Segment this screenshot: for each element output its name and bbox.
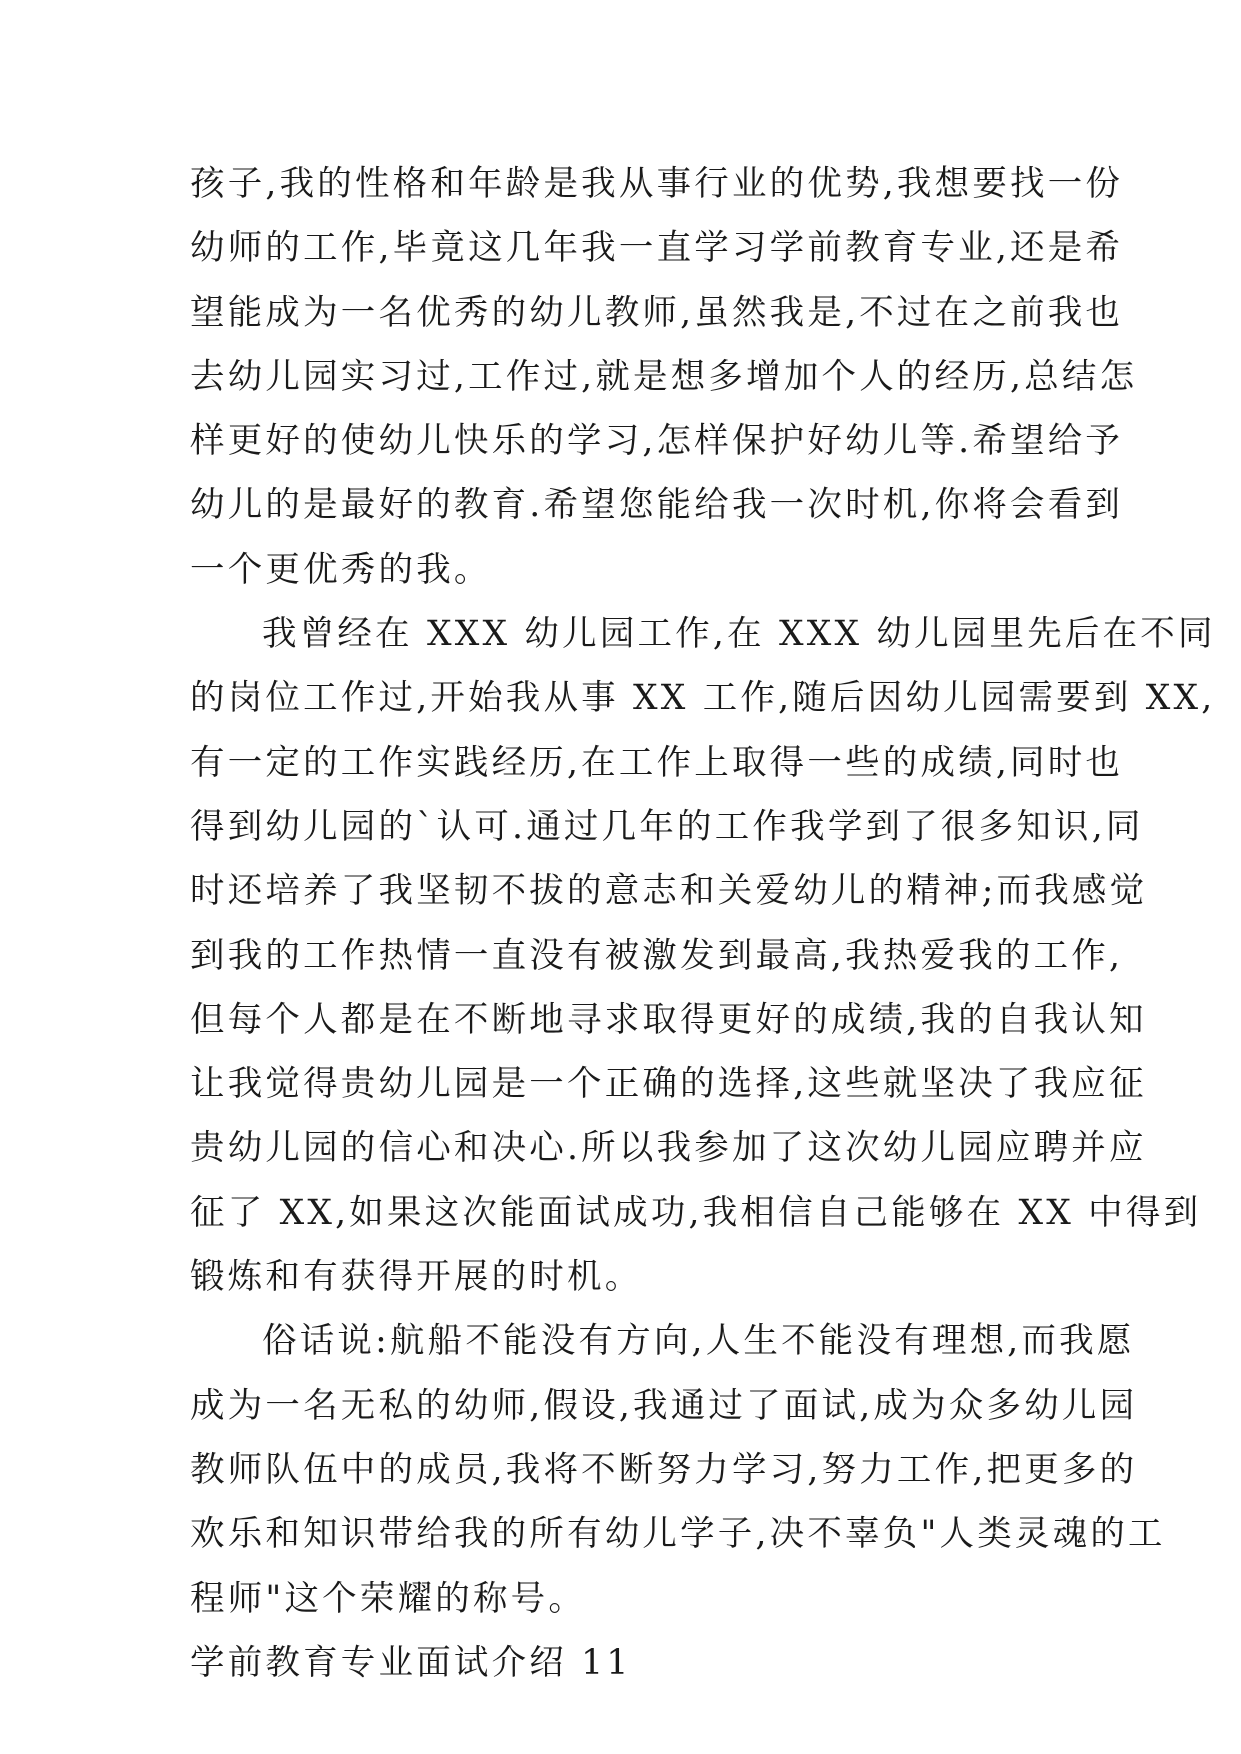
text-line: 教师队伍中的成员,我将不断努力学习,努力工作,把更多的 (190, 1449, 1138, 1490)
paragraph-first-line: 俗话说:航船不能没有方向,人生不能没有理想,而我愿 (262, 1321, 1135, 1362)
text-line: 望能成为一名优秀的幼儿教师,虽然我是,不过在之前我也 (190, 292, 1124, 333)
text-line: 样更好的使幼儿快乐的学习,怎样保护好幼儿等.希望给予 (190, 421, 1124, 462)
text-line: 得到幼儿园的`认可.通过几年的工作我学到了很多知识,同 (190, 806, 1144, 847)
text-line: 欢乐和知识带给我的所有幼儿学子,决不辜负"人类灵魂的工 (190, 1514, 1166, 1555)
text-line: 幼师的工作,毕竟这几年我一直学习学前教育专业,还是希 (190, 228, 1124, 269)
text-line: 时还培养了我坚韧不拔的意志和关爱幼儿的精神;而我感觉 (190, 871, 1148, 912)
text-line: 但每个人都是在不断地寻求取得更好的成绩,我的自我认知 (190, 999, 1147, 1040)
text-line: 程师"这个荣耀的称号。 (190, 1578, 587, 1619)
text-line: 征了 XX,如果这次能面试成功,我相信自己能够在 XX 中得到 (190, 1192, 1202, 1233)
text-line: 幼儿的是最好的教育.希望您能给我一次时机,你将会看到 (190, 485, 1124, 526)
section-heading: 学前教育专业面试介绍 11 (190, 1642, 632, 1683)
text-line: 让我觉得贵幼儿园是一个正确的选择,这些就坚决了我应征 (190, 1064, 1147, 1105)
text-line: 锻炼和有获得开展的时机。 (190, 1257, 643, 1298)
text-line: 孩子,我的性格和年龄是我从事行业的优势,我想要找一份 (190, 164, 1124, 204)
text-line: 有一定的工作实践经历,在工作上取得一些的成绩,同时也 (190, 742, 1124, 783)
text-line: 贵幼儿园的信心和决心.所以我参加了这次幼儿园应聘并应 (190, 1128, 1147, 1169)
text-line: 一个更优秀的我。 (190, 549, 492, 590)
text-line: 成为一名无私的幼师,假设,我通过了面试,成为众多幼儿园 (190, 1385, 1138, 1426)
text-line: 到我的工作热情一直没有被激发到最高,我热爱我的工作, (190, 935, 1124, 976)
text-line: 的岗位工作过,开始我从事 XX 工作,随后因幼儿园需要到 XX, (190, 678, 1216, 719)
paragraph-first-line: 我曾经在 XXX 幼儿园工作,在 XXX 幼儿园里先后在不同 (262, 614, 1216, 655)
text-line: 去幼儿园实习过,工作过,就是想多增加个人的经历,总结怎 (190, 356, 1138, 397)
document-body (190, 152, 1216, 1695)
